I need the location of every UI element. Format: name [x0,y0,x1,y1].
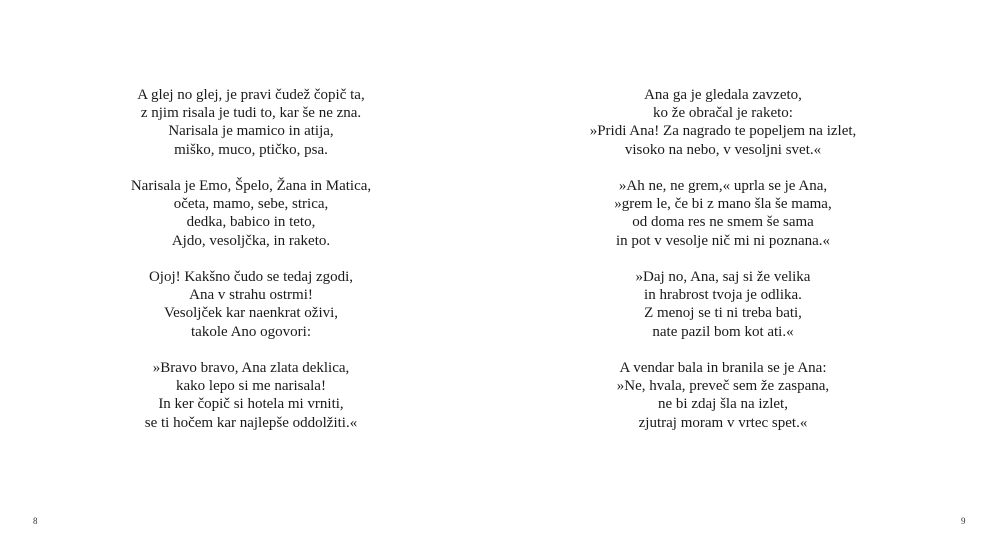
verse-line: takole Ano ogovori: [191,323,311,340]
verse-line: miško, muco, ptičko, psa. [174,141,328,158]
verse-line: Ana ga je gledala zavzeto, [644,87,802,103]
verse-line: Ajdo, vesoljčka, in raketo. [171,232,331,249]
verse-line: Narisala je mamico in atija, [168,123,334,140]
verse-line: Z menoj se ti ni treba bati, [644,305,802,322]
verse-line: zjutraj moram v vrtec spet.« [638,414,808,431]
right-page [500,0,1000,556]
verse-line: od doma res ne smem še sama [632,214,814,231]
verse-line: A glej no glej, je pravi čudež čopič ta, [137,87,365,103]
verse-line: visoko na nebo, v vesoljni svet.« [624,141,822,158]
verse-line: »Ah ne, ne grem,« uprla se je Ana, [618,178,828,194]
verse-line: se ti hočem kar najlepše oddolžiti.« [144,414,358,431]
verse-line: Vesoljček kar naenkrat oživi, [163,305,339,322]
verse-line: ne bi zdaj šla na izlet, [658,396,788,413]
verse-line: in pot v vesolje nič mi ni poznana.« [615,232,831,249]
right-poem [563,86,883,450]
verse-line: In ker čopič si hotela mi vrniti, [158,396,344,413]
verse-line: nate pazil bom kot ati.« [652,323,794,340]
stanza [563,268,883,341]
verse-line: in hrabrost tvoja je odlika. [644,287,802,304]
verse-line: dedka, babico in teto, [186,214,316,231]
verse-line: »Daj no, Ana, saj si že velika [635,269,811,285]
verse-line: Narisala je Emo, Špelo, Žana in Matica, [130,178,372,194]
verse-line: »grem le, če bi z mano šla še mama, [614,196,832,213]
verse-line: z njim risala je tudi to, kar še ne zna. [140,105,362,122]
stanza [563,86,883,159]
stanza [91,177,411,250]
page-number: 8 [33,516,38,526]
stanza [563,177,883,250]
verse-line: kako lepo si me narisala! [176,378,326,395]
stanza [563,359,883,432]
verse-line: »Pridi Ana! Za nagrado te popeljem na izlet, [589,123,857,140]
verse-line: Ojoj! Kakšno čudo se tedaj zgodi, [148,269,354,285]
stanza [91,359,411,432]
verse-line: »Bravo bravo, Ana zlata deklica, [152,360,350,376]
page-number: 9 [961,516,966,526]
stanza [91,86,411,159]
verse-line: Ana v strahu ostrmi! [189,287,313,304]
verse-line: A vendar bala in branila se je Ana: [619,360,827,376]
verse-line: ko že obračal je raketo: [653,105,793,122]
verse-line: očeta, mamo, sebe, strica, [173,196,329,213]
left-poem [91,86,411,450]
stanza [91,268,411,341]
verse-line: »Ne, hvala, preveč sem že zaspana, [616,378,830,395]
